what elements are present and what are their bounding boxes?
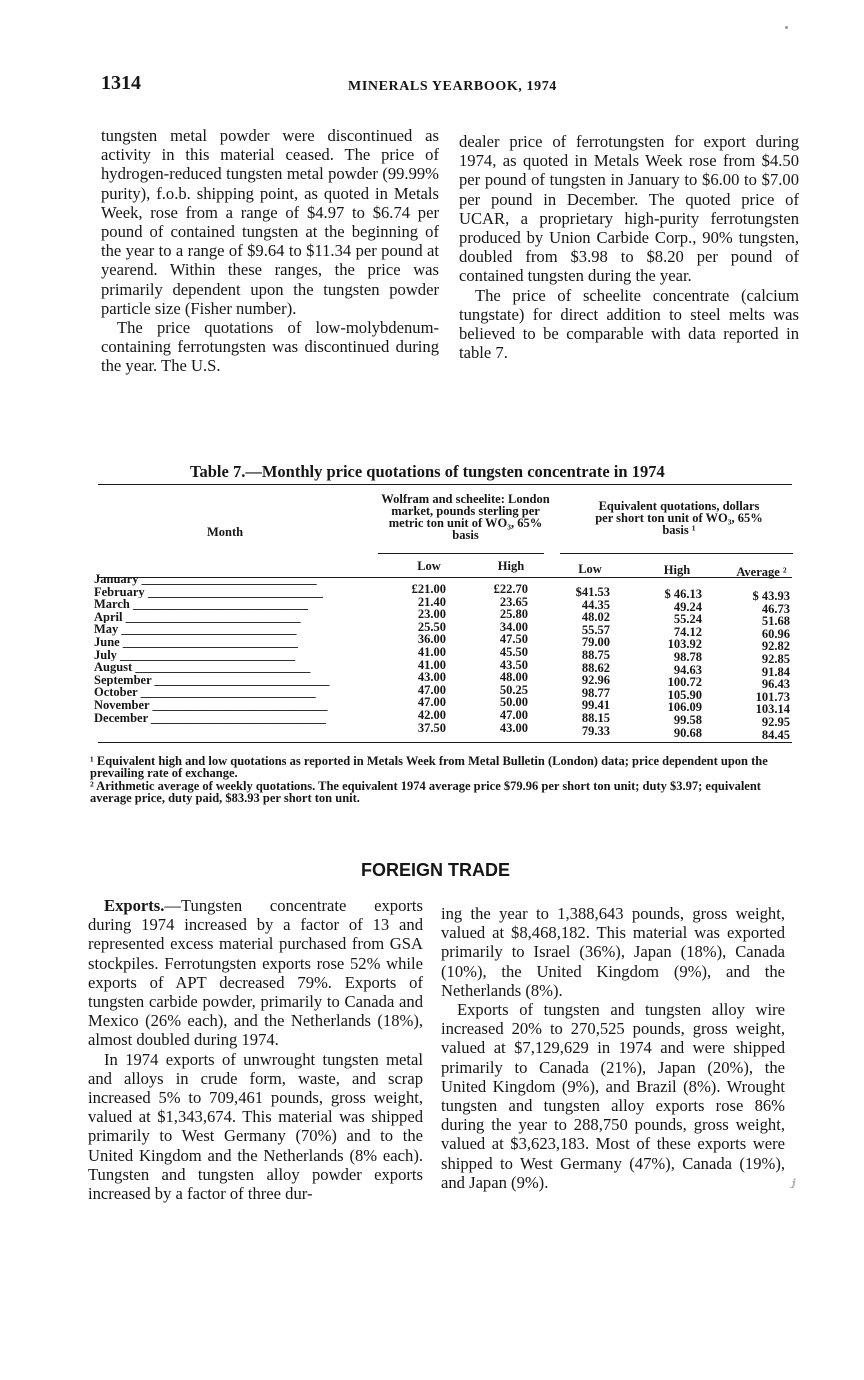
paragraph: The price quotations of low-molybdenum-containing ferrotungsten was discontinued during the year. The U.S. (101, 318, 439, 376)
table-cell: 23.65 (499, 594, 528, 609)
column-equivalent-low (548, 586, 610, 737)
table-cell: 25.50 (417, 619, 446, 634)
paragraph: tungsten metal powder were discontinued as activity in this material ceased. The price of hydrogen-reduced tungsten metal powder (99.99% purity), f.o.b. shipping point, as quoted in Metals Week, rose from a range of $4.97 to $6.74 per pound of contained tungsten at the beginning of the year to a range of $9.64 to $11.34 per pound at yearend. Within these ranges, the price was primarily dependent upon the tungsten powder particle size (Fisher number). (101, 126, 439, 318)
table-cell: 37.50 (417, 720, 446, 735)
table-cell: 79.33 (581, 723, 610, 738)
table-cell: $ 43.93 (752, 589, 790, 603)
table-cell: 98.78 (673, 649, 702, 664)
group-header-london: Wolfram and scheelite: London market, pounds sterling per metric ton unit of WO₃, 65% basis (381, 492, 550, 542)
table-cell: £21.00 (411, 582, 446, 596)
column-equivalent-high (634, 588, 702, 739)
table-row-month: January ____________________________ (94, 573, 317, 586)
table-cell: 74.12 (673, 624, 702, 639)
table-cell: 88.62 (581, 660, 610, 675)
scan-speck (785, 26, 788, 29)
table-cell: 55.57 (581, 622, 610, 637)
table-cell: 99.58 (673, 712, 702, 727)
table-cell: $41.53 (575, 585, 610, 599)
table-cell: 99.41 (581, 698, 610, 713)
table-cell: 47.00 (417, 682, 446, 697)
table-cell: 21.40 (417, 594, 446, 609)
table-cell: 88.75 (581, 647, 610, 662)
table-cell: 98.77 (581, 685, 610, 700)
table-row-month: October ____________________________ (94, 686, 316, 699)
column-london-low (380, 583, 446, 734)
paragraph: Exports of tungsten and tungsten alloy wire increased 20% to 270,525 pounds, gross weight, valued at $7,129,629 in 1974 and were shipped primarily to Canada (21%), Japan (20%), the United Kingdom (9%), and Brazil (8%). Wrought tungsten and tungsten alloy exports rose 86% during the year to 288,750 pounds, gross weight, valued at $3,623,183. Most of these exports were shipped to West Germany (47%), Canada (19%), and Japan (9%). (441, 1000, 785, 1192)
table-title: Table 7.—Monthly price quotations of tungsten concentrate in 1974 (190, 462, 665, 481)
table-cell: 50.00 (499, 695, 528, 710)
body-column-left-bottom (88, 896, 423, 1203)
column-equivalent-average (718, 590, 790, 741)
table-cell: 94.63 (673, 662, 702, 677)
table-cell: 46.73 (761, 601, 790, 616)
body-column-left-top (101, 126, 439, 376)
body-column-right-bottom (441, 904, 785, 1192)
table-cell: 55.24 (673, 612, 702, 627)
table-row-month: August ____________________________ (94, 661, 311, 674)
group-underline-london (378, 553, 544, 554)
stray-mark: ⅉ (792, 1178, 796, 1189)
table-cell: 92.96 (581, 673, 610, 688)
column-london-high (462, 583, 528, 734)
table-cell: 91.84 (761, 664, 790, 679)
table-cell: 47.00 (417, 695, 446, 710)
table-cell: 34.00 (499, 619, 528, 634)
table-footnotes (90, 755, 790, 805)
table-bottom-rule (98, 742, 792, 743)
table-row-month: March ____________________________ (94, 598, 308, 611)
paragraph: dealer price of ferrotungsten for export during 1974, as quoted in Metals Week rose from $4.50 per pound of tungsten in January to $6.00 to $7.00 per pound in December. The quoted price of UCAR, a proprietary high-purity ferrotungsten produced by Union Carbide Corp., 90% tungsten, doubled from $3.98 to $8.20 per pound of contained tungsten during the year. (459, 132, 799, 286)
table-row-month: June ____________________________ (94, 635, 298, 649)
sub-header-high: High (497, 559, 525, 573)
table-cell: 60.96 (761, 626, 790, 641)
table-cell: 84.45 (761, 727, 790, 742)
paragraph: The price of scheelite concentrate (calcium tungstate) for direct addition to steel melts was believed to be comparable with data reported in table 7. (459, 285, 799, 363)
table-cell: 43.00 (499, 720, 528, 735)
table-cell: 88.15 (581, 710, 610, 725)
page-number: 1314 (101, 72, 141, 94)
group-header-equivalent: Equivalent quotations, dollars per short ton unit of WO₃, 65% basis ¹ (595, 499, 763, 537)
table-row-month: July ____________________________ (94, 648, 296, 662)
sub-header-low: Low (578, 562, 602, 576)
table-row-month: September ____________________________ (94, 673, 330, 687)
paragraph-text: —Tungsten concentrate exports during 1974 increased by a factor of 13 and represented excess material purchased from GSA stockpiles. Ferrotungsten exports rose 52% while exports of APT decreased 79%. Exports of tungsten carbide powder, primarily to Canada and Mexico (26% each), and the Netherlands (18%), almost doubled during 1974. (88, 896, 423, 1050)
sub-header-low: Low (417, 559, 441, 573)
table-cell: 92.95 (761, 714, 790, 729)
table-row-month: November ____________________________ (94, 698, 328, 712)
table-cell: $ 46.13 (664, 587, 702, 601)
paragraph: In 1974 exports of unwrought tungsten metal and alloys in crude form, waste, and scrap increased 5% to 709,461 pounds, gross weight, valued at $1,343,674. This material was shipped primarily to West Germany (70%) and to the United Kingdom and the Netherlands (8% each). Tungsten and tungsten alloy powder exports increased by a factor of three dur- (88, 1049, 423, 1204)
table-cell: 47.50 (499, 632, 528, 647)
month-column (94, 573, 356, 724)
table-row-month: May ____________________________ (94, 623, 297, 636)
table-cell: 92.82 (761, 639, 790, 654)
table-cell: 43.50 (499, 657, 528, 672)
sub-header-average: Average ² (736, 565, 787, 579)
table-cell: 44.35 (581, 597, 610, 612)
table-row-month: February ____________________________ (94, 585, 323, 599)
table-cell: 23.00 (417, 607, 446, 622)
table-cell: 45.50 (499, 644, 528, 659)
table-cell: 90.68 (673, 725, 702, 740)
table-cell: 41.00 (417, 644, 446, 659)
month-header: Month (206, 525, 244, 539)
table-cell: 51.68 (761, 614, 790, 629)
table-cell: 25.80 (499, 607, 528, 622)
group-underline-equivalent (560, 553, 793, 554)
table-cell: 48.02 (581, 610, 610, 625)
footnote: ² Arithmetic average of weekly quotations. The equivalent 1974 average price $79.96 per short ton unit; duty $3.97; equivalent average price, duty paid, $83.93 per short ton unit. (90, 778, 761, 806)
table-cell: 103.92 (667, 637, 702, 652)
footnote: ¹ Equivalent high and low quotations as reported in Metals Week from Metal Bulletin (London) data; price dependent upon the prevailing rate of exchange. (90, 754, 768, 781)
table-cell: 96.43 (761, 677, 790, 692)
table-cell: 36.00 (417, 632, 446, 647)
table-cell: 49.24 (673, 599, 702, 614)
table-cell: 47.00 (499, 707, 528, 722)
table-cell: 48.00 (499, 670, 528, 685)
table-row-month: December ____________________________ (94, 711, 327, 725)
running-head: MINERALS YEARBOOK, 1974 (348, 79, 557, 94)
table-cell: 105.90 (667, 687, 702, 702)
table-cell: 50.25 (499, 682, 528, 697)
table-cell: 41.00 (417, 657, 446, 672)
sub-header-high: High (663, 563, 691, 577)
table-cell: 42.00 (417, 707, 446, 722)
body-column-right-top (459, 132, 799, 362)
section-heading: FOREIGN TRADE (361, 860, 511, 880)
run-in-heading: Exports. (104, 896, 165, 915)
table-cell: 79.00 (581, 635, 610, 650)
table-top-rule (98, 484, 792, 485)
paragraph (88, 896, 423, 1050)
table-cell: 92.85 (761, 651, 790, 666)
paragraph: ing the year to 1,388,643 pounds, gross weight, valued at $8,468,182. This material was exported primarily to Israel (36%), Japan (18%), Canada (10%), the United Kingdom (9%), and the Netherlands (8%). (441, 904, 785, 1000)
table-cell: £22.70 (493, 582, 528, 596)
table-cell: 103.14 (755, 702, 790, 717)
table-cell: 101.73 (755, 689, 790, 704)
table-cell: 100.72 (667, 675, 702, 690)
table-cell: 106.09 (667, 700, 702, 715)
table-cell: 43.00 (417, 670, 446, 685)
table-row-month: April ____________________________ (94, 610, 301, 624)
